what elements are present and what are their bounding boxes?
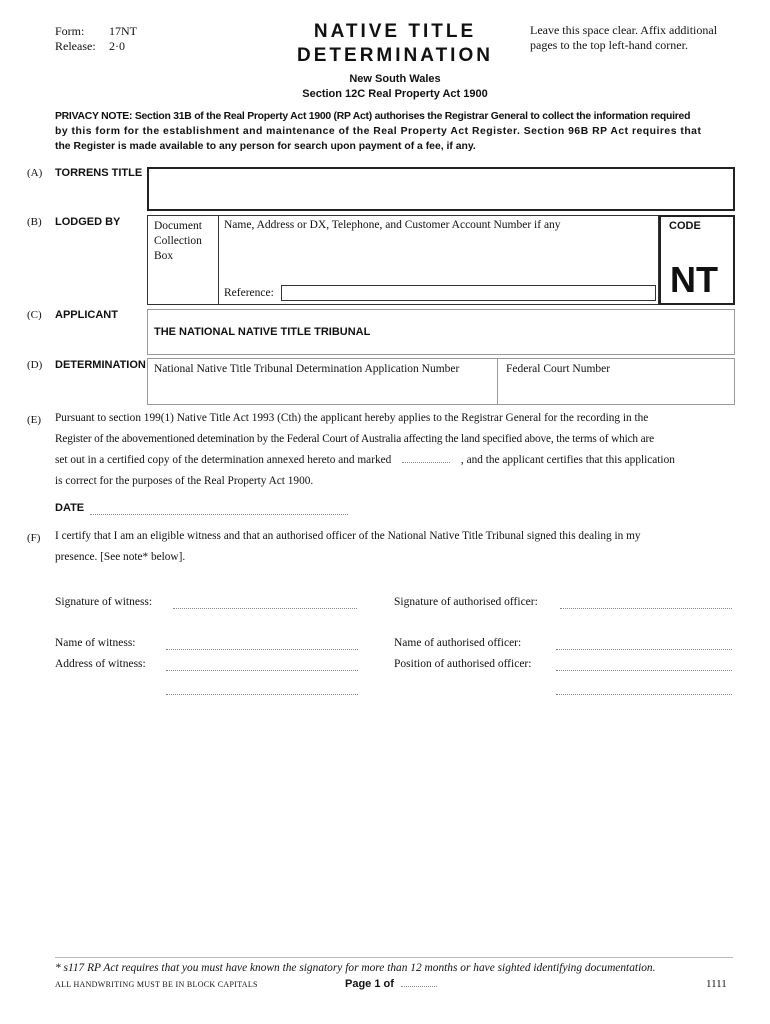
privacy-line-3: the Register is made available to any person for search upon payment of a fee, if any. <box>55 141 476 152</box>
section-c-label: APPLICANT <box>55 309 118 321</box>
clear-space-line-2: pages to the top left-hand corner. <box>530 38 688 52</box>
handwriting-note: ALL HANDWRITING MUST BE IN BLOCK CAPITALS <box>55 980 258 989</box>
code-value: NT <box>670 259 718 300</box>
section-f-text <box>55 526 745 568</box>
address-witness-label: Address of witness: <box>55 658 146 670</box>
doc-box-line-2: Collection <box>154 235 202 247</box>
position-officer-field[interactable] <box>556 658 732 671</box>
section-f-letter: (F) <box>27 532 41 544</box>
name-witness-field[interactable] <box>166 637 358 650</box>
privacy-line-1: PRIVACY NOTE: Section 31B of the Real Property Act 1900 (RP Act) authorises the Registrar General to collect the information required <box>55 111 691 122</box>
address-witness-field[interactable] <box>166 658 358 671</box>
reference-label: Reference: <box>224 287 274 299</box>
section-d-label: DETERMINATION <box>55 359 146 371</box>
document-collection-box[interactable] <box>154 219 202 264</box>
reference-input[interactable] <box>281 285 656 301</box>
release-label: Release: <box>55 39 96 53</box>
total-pages-field[interactable] <box>401 976 437 987</box>
applicant-value: THE NATIONAL NATIVE TITLE TRIBUNAL <box>154 326 371 338</box>
annexure-mark-field[interactable] <box>402 450 450 463</box>
jurisdiction <box>230 72 560 102</box>
torrens-title-field[interactable] <box>147 167 735 211</box>
state-name: New South Wales <box>349 73 441 85</box>
form-number: 17NT <box>109 24 137 38</box>
position-officer-label: Position of authorised officer: <box>394 658 532 670</box>
section-e-line-3 <box>55 450 745 471</box>
section-e-line-3a: set out in a certified copy of the determination annexed hereto and marked <box>55 454 392 466</box>
date-field[interactable] <box>90 501 348 515</box>
section-b-letter: (B) <box>27 216 42 228</box>
privacy-note <box>55 109 735 154</box>
section-f-line-2: presence. [See note* below]. <box>55 551 186 563</box>
section-e-line-1: Pursuant to section 199(1) Native Title Act 1993 (Cth) the applicant hereby applies to the Registrar General for the recording in the <box>55 412 649 424</box>
section-b-label: LODGED BY <box>55 216 121 228</box>
section-c-letter: (C) <box>27 309 42 321</box>
section-f-line-1: I certify that I am an eligible witness and that an authorised officer of the National Native Title Tribunal signed this dealing in my <box>55 530 641 542</box>
signature-officer-label: Signature of authorised officer: <box>394 596 538 608</box>
determination-divider <box>497 359 498 404</box>
title-line-1: NATIVE TITLE <box>313 21 477 42</box>
page-title <box>270 20 520 68</box>
address-witness-field-2[interactable] <box>166 682 358 695</box>
signature-witness-field[interactable] <box>173 596 357 609</box>
clear-space-line-1: Leave this space clear. Affix additional <box>530 23 718 37</box>
section-a-label: TORRENS TITLE <box>55 167 143 179</box>
release-number: 2·0 <box>109 39 125 53</box>
signature-officer-field[interactable] <box>560 596 732 609</box>
title-line-2: DETERMINATION <box>297 45 493 66</box>
act-reference: Section 12C Real Property Act 1900 <box>302 88 488 100</box>
section-e-text <box>55 408 745 492</box>
section-e-letter: (E) <box>27 414 42 426</box>
name-officer-label: Name of authorised officer: <box>394 637 522 649</box>
clear-space-note <box>530 23 750 53</box>
federal-court-number-label[interactable]: Federal Court Number <box>506 363 611 375</box>
signature-witness-label: Signature of witness: <box>55 596 153 608</box>
page-label: Page 1 of <box>345 978 394 990</box>
name-address-label: Name, Address or DX, Telephone, and Customer Account Number if any <box>224 219 561 231</box>
section-e-line-3b: , and the applicant certifies that this application <box>460 454 675 466</box>
form-label: Form: <box>55 24 85 38</box>
page-indicator <box>345 976 437 990</box>
position-officer-field-2[interactable] <box>556 682 732 695</box>
section-d-letter: (D) <box>27 359 43 371</box>
footer-rule <box>55 957 733 958</box>
name-witness-label: Name of witness: <box>55 637 136 649</box>
application-number-label[interactable]: National Native Title Tribunal Determination Application Number <box>154 363 460 375</box>
doc-box-line-1: Document <box>154 220 202 232</box>
section-a-letter: (A) <box>27 167 43 179</box>
privacy-line-2: by this form for the establishment and maintenance of the Real Property Act Register. Section 96B RP Act requires that <box>55 126 702 137</box>
form-code-number: 1111 <box>706 978 727 990</box>
code-label: CODE <box>669 220 701 232</box>
doc-box-line-3: Box <box>154 250 174 262</box>
section-e-line-2: Register of the abovementioned detemination by the Federal Court of Australia affecting the land specified above, the terms of which are <box>55 433 654 445</box>
doc-box-divider <box>218 216 219 304</box>
form-meta <box>55 24 137 54</box>
name-officer-field[interactable] <box>556 637 732 650</box>
footnote: * s117 RP Act requires that you must have known the signatory for more than 12 months or have sighted identifying documentation. <box>55 962 656 974</box>
date-label: DATE <box>55 502 85 514</box>
section-e-line-4: is correct for the purposes of the Real Property Act 1900. <box>55 475 314 487</box>
